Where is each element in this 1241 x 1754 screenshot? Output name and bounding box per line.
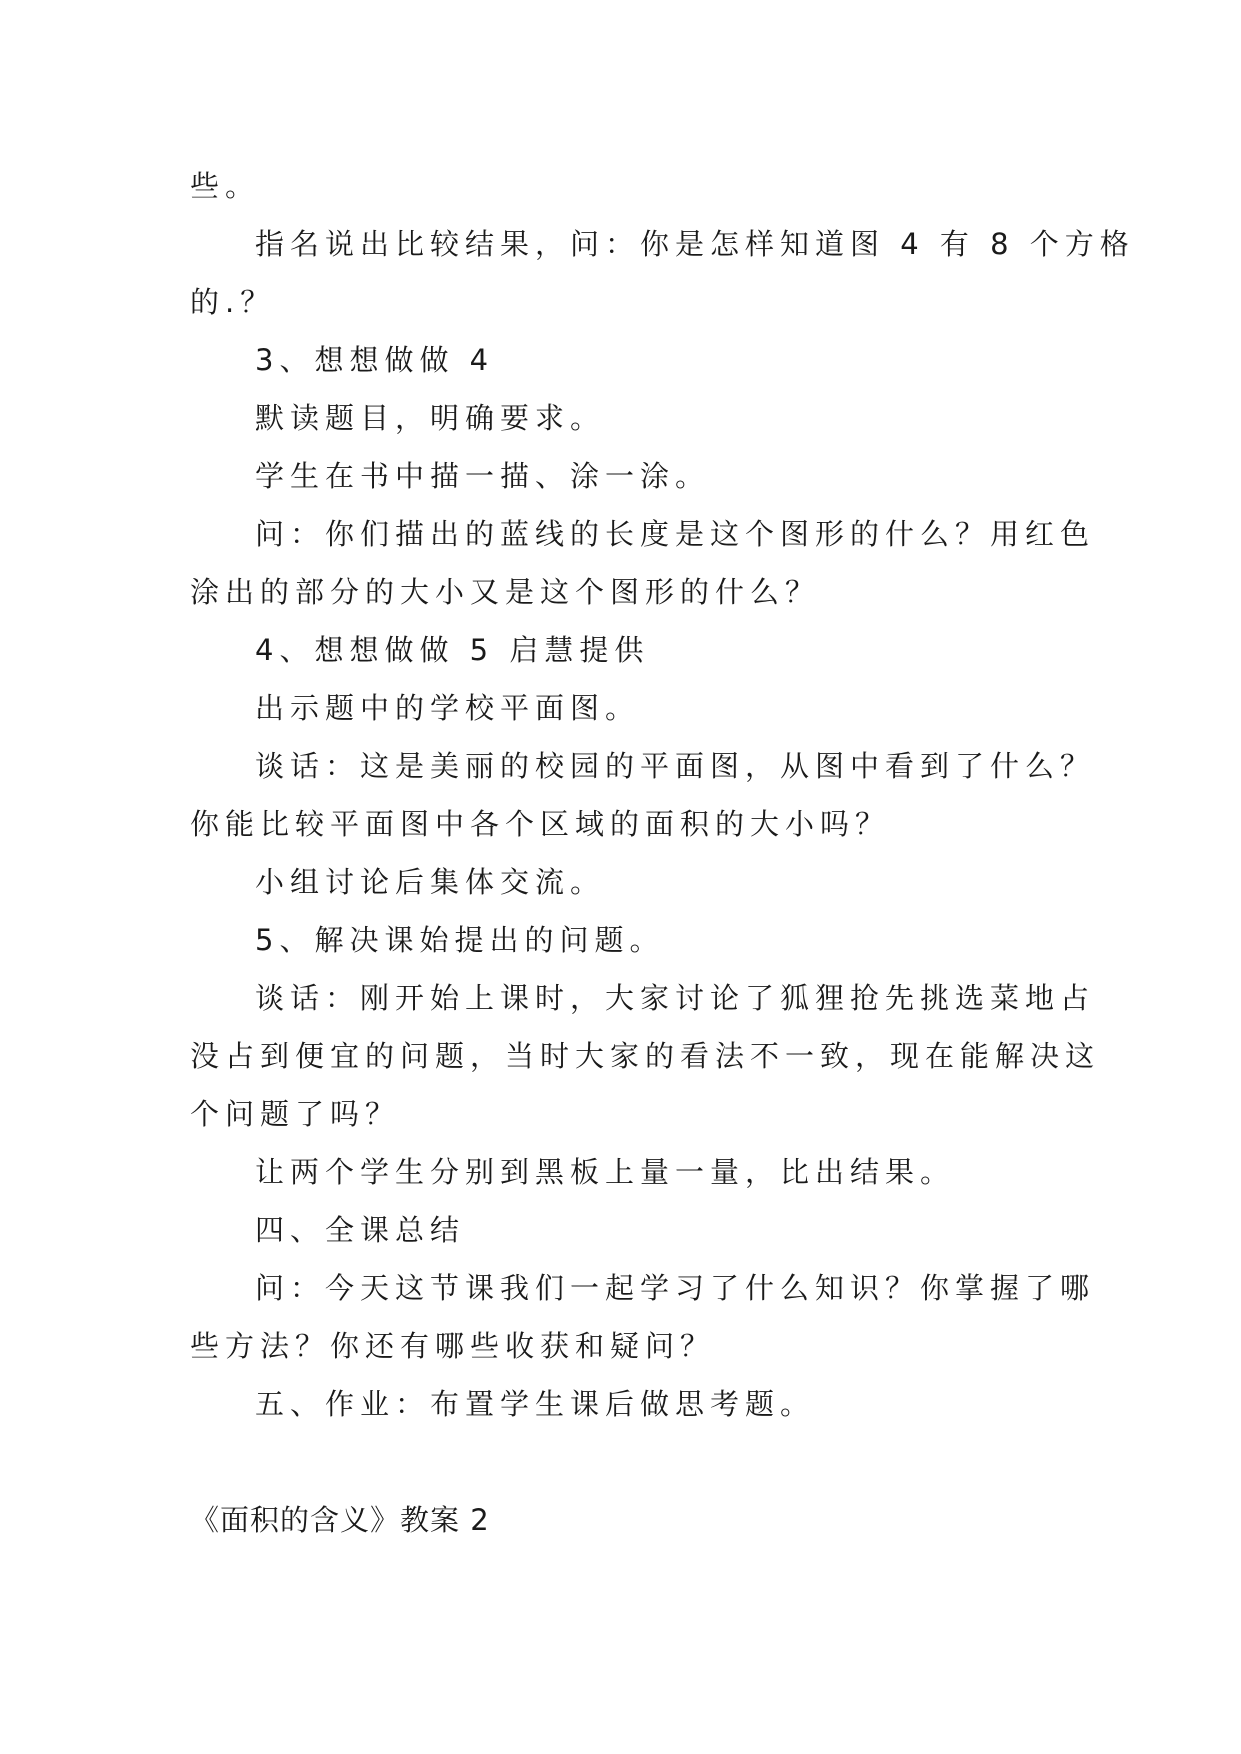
paragraph-line: 些方法？你还有哪些收获和疑问？	[190, 1329, 716, 1363]
paragraph-line: 谈话：这是美丽的校园的平面图，从图中看到了什么？	[255, 749, 1096, 783]
paragraph-line: 默读题目，明确要求。	[255, 401, 606, 435]
paragraph-line: 出示题中的学校平面图。	[255, 691, 641, 725]
paragraph-line: 让两个学生分别到黑板上量一量，比出结果。	[255, 1155, 956, 1189]
paragraph-line: 些。	[190, 169, 261, 203]
paragraph-line: 学生在书中描一描、涂一涂。	[255, 459, 711, 493]
paragraph-line: 4、想想做做 5 启慧提供	[255, 633, 650, 667]
paragraph-line: 问：你们描出的蓝线的长度是这个图形的什么？用红色	[255, 517, 1096, 551]
paragraph-line: 问：今天这节课我们一起学习了什么知识？你掌握了哪	[255, 1271, 1096, 1305]
paragraph-line: 涂出的部分的大小又是这个图形的什么？	[190, 575, 821, 609]
paragraph-line: 没占到便宜的问题，当时大家的看法不一致，现在能解决这	[190, 1039, 1101, 1073]
paragraph-line: 你能比较平面图中各个区域的面积的大小吗？	[190, 807, 891, 841]
section-title: 《面积的含义》教案 2	[190, 1503, 490, 1537]
paragraph-line: 四、全课总结	[255, 1213, 466, 1247]
paragraph-line: 指名说出比较结果，问：你是怎样知道图 4 有 8 个方格	[255, 227, 1135, 261]
paragraph-line: 五、作业：布置学生课后做思考题。	[255, 1387, 816, 1421]
paragraph-line: 谈话：刚开始上课时，大家讨论了狐狸抢先挑选菜地占	[255, 981, 1096, 1015]
paragraph-line: 个问题了吗？	[190, 1097, 401, 1131]
paragraph-line: 3、想想做做 4	[255, 343, 495, 377]
paragraph-line: 小组讨论后集体交流。	[255, 865, 606, 899]
paragraph-line: 的.？	[190, 285, 276, 319]
paragraph-line: 5、解决课始提出的问题。	[255, 923, 665, 957]
